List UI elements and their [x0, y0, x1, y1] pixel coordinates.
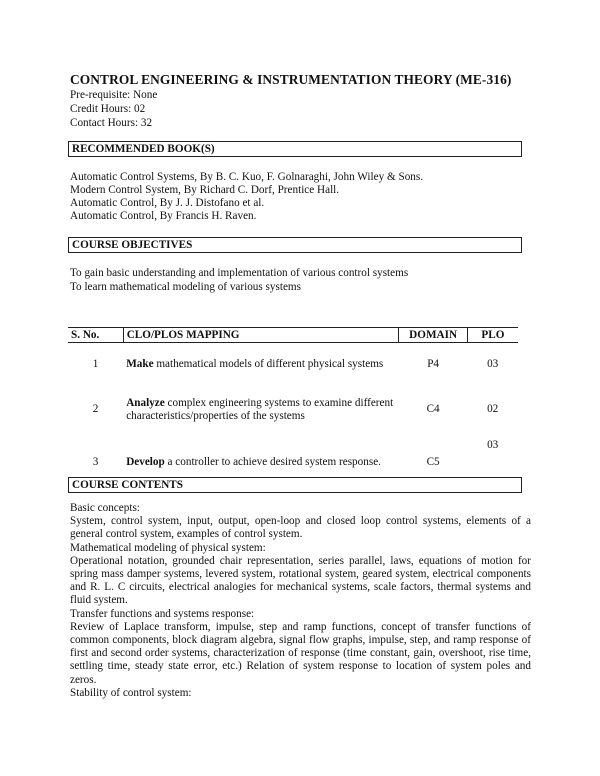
header-plo: PLO	[467, 328, 518, 343]
credit-hours-line: Credit Hours: 02	[70, 103, 146, 115]
clo-mapping-table	[68, 327, 518, 477]
book-item: Automatic Control, By Francis H. Raven.	[70, 210, 257, 222]
content-subheading: Stability of control system:	[70, 686, 192, 699]
content-subheading: Transfer functions and systems response:	[70, 607, 255, 620]
row-domain: P4	[427, 358, 440, 371]
row-mapping	[123, 387, 399, 433]
header-domain: DOMAIN	[399, 328, 467, 343]
objective-item: To learn mathematical modeling of various systems	[70, 281, 301, 293]
table-row	[68, 433, 518, 477]
course-contents-body	[70, 502, 531, 700]
row-sno: 2	[92, 403, 99, 415]
row-sno: 3	[92, 456, 99, 468]
contact-hours-line: Contact Hours: 32	[70, 117, 153, 129]
table-row	[68, 343, 518, 387]
book-item: Modern Control System, By Richard C. Dorf, Prentice Hall.	[70, 184, 340, 196]
content-paragraph: Operational notation, grounded chair representation, series parallel, laws, equations of motion for spring mass damper systems, levered system, rotational system, geared system, electrical components and R. L. C circuits, electrical analogies for mechanical systems, scale factors, thermal systems and fluid system.	[70, 554, 531, 607]
row-domain: C4	[426, 403, 440, 415]
objectives-heading: COURSE OBJECTIVES	[68, 237, 522, 253]
content-subheading: Mathematical modeling of physical system:	[70, 541, 266, 554]
row-plo: 03	[487, 439, 499, 451]
header-sno: S. No.	[68, 328, 123, 343]
table-header-row	[68, 328, 518, 343]
action-verb: Develop	[126, 456, 165, 468]
row-mapping	[123, 343, 399, 387]
row-plo: 03	[487, 358, 499, 371]
books-heading: RECOMMENDED BOOK(S)	[68, 141, 522, 157]
row-mapping	[123, 433, 399, 477]
contents-heading: COURSE CONTENTS	[68, 477, 522, 493]
book-item: Automatic Control, By J. J. Distofano et al.	[70, 197, 265, 209]
mapping-text: mathematical models of different physical systems	[153, 358, 384, 371]
content-paragraph: Review of Laplace transform, impulse, step and ramp functions, concept of transfer functions of common components, block diagram algebra, signal flow graphs, impulse, step, and ramp response of first and second order systems, characterization of response (time constant, gain, overshoot, rise time, settling time, steady state error, etc.) Relation of system response to location of system poles and zeros.	[70, 620, 531, 686]
course-title: CONTROL ENGINEERING & INSTRUMENTATION THEORY (ME-316)	[70, 72, 512, 87]
table-row	[68, 387, 518, 433]
row-sno: 1	[92, 358, 99, 371]
row-plo: 02	[487, 403, 499, 415]
row-domain: C5	[426, 456, 440, 468]
mapping-text: a controller to achieve desired system response.	[164, 456, 381, 468]
action-verb: Analyze	[126, 396, 165, 409]
prerequisite-line: Pre-requisite: None	[70, 89, 158, 101]
objective-item: To gain basic understanding and implementation of various control systems	[70, 267, 409, 279]
content-paragraph: System, control system, input, output, open-loop and closed loop control systems, elements of a general control system, examples of control system.	[70, 515, 531, 541]
book-item: Automatic Control Systems, By B. C. Kuo, F. Golnaraghi, John Wiley & Sons.	[70, 171, 424, 183]
header-mapping: CLO/PLOS MAPPING	[123, 328, 399, 343]
content-subheading: Basic concepts:	[70, 502, 140, 514]
action-verb: Make	[126, 358, 154, 371]
mapping-text: complex engineering systems to examine different characteristics/properties of the systems	[126, 396, 394, 422]
